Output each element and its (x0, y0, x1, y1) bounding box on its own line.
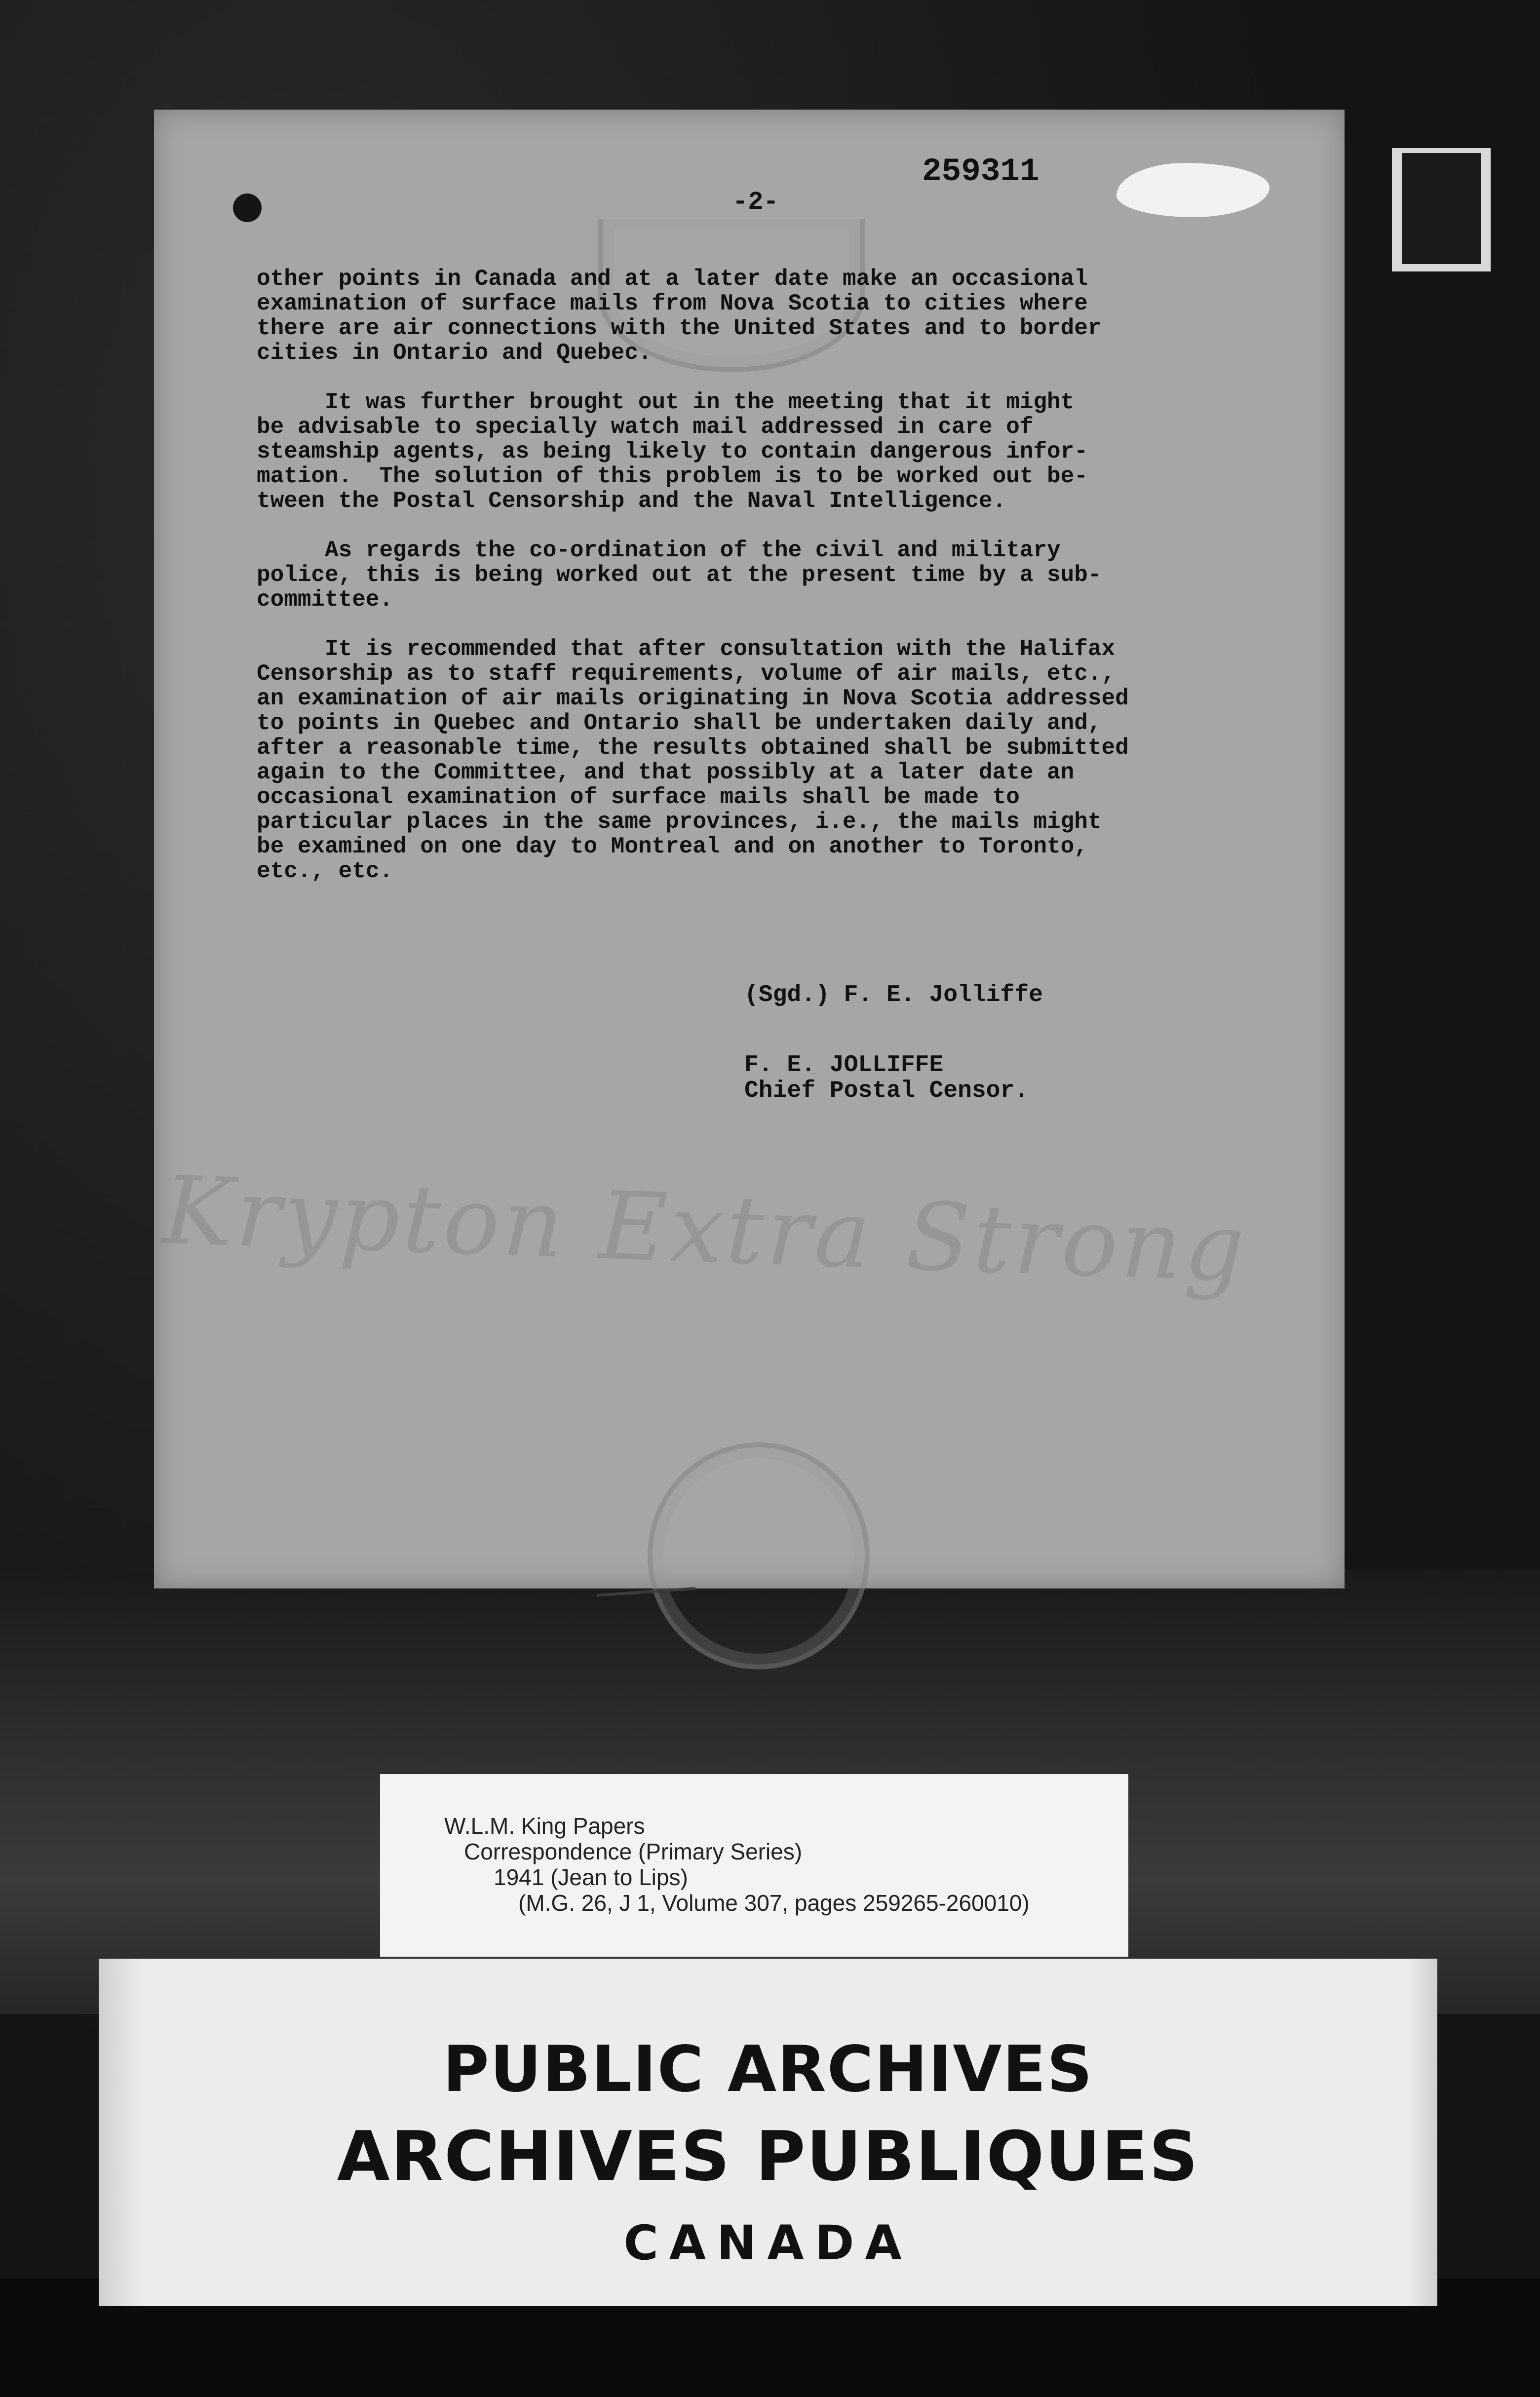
text-line: It was further brought out in the meeting that it might (257, 389, 1075, 415)
text-line: an examination of air mails originating in Nova Scotia addressed (257, 686, 1129, 711)
document-number: 259311 (922, 153, 1040, 190)
paper-watermark: Krypton Extra Strong (161, 1156, 1249, 1303)
text-line: etc., etc. (257, 858, 393, 884)
text-line: police, this is being worked out at the present time by a sub- (257, 562, 1102, 588)
banner-country: CANADA (623, 2215, 913, 2271)
text-line: again to the Committee, and that possibly at a later date an (257, 760, 1075, 785)
catalog-card (380, 1774, 1128, 1957)
text-line: steamship agents, as being likely to contain dangerous infor- (257, 439, 1088, 464)
text-line: tween the Postal Censorship and the Naval Intelligence. (257, 488, 1006, 514)
punch-hole (233, 193, 262, 222)
paragraph (257, 267, 1234, 365)
catalog-line-series: Correspondence (Primary Series) (464, 1839, 803, 1864)
paragraph (257, 390, 1234, 513)
catalog-line-collection: W.L.M. King Papers (444, 1813, 645, 1839)
text-line: occasional examination of surface mails shall be made to (257, 784, 1020, 810)
text-line: be examined on one day to Montreal and on another to Toronto, (257, 834, 1088, 859)
text-line: there are air connections with the United States and to border (257, 315, 1102, 341)
paragraph (257, 637, 1234, 884)
text-line: to points in Quebec and Ontario shall be undertaken daily and, (257, 710, 1102, 736)
page-number: -2- (732, 188, 779, 217)
letter-body (257, 267, 1234, 908)
text-line: examination of surface mails from Nova Scotia to cities where (257, 291, 1088, 316)
banner-title-english: PUBLIC ARCHIVES (443, 2033, 1093, 2106)
banner-title-french: ARCHIVES PUBLIQUES (337, 2117, 1199, 2196)
embossed-seal-bottom (648, 1442, 870, 1669)
text-line: committee. (257, 587, 393, 613)
catalog-line-year: 1941 (Jean to Lips) (494, 1864, 688, 1890)
signatory-title: Chief Postal Censor. (744, 1078, 1029, 1104)
text-line: As regards the co-ordination of the civil and military (257, 538, 1061, 563)
film-notch (1402, 153, 1481, 264)
catalog-line-reference: (M.G. 26, J 1, Volume 307, pages 259265-260010) (518, 1890, 1030, 1916)
text-line: mation. The solution of this problem is to be worked out be- (257, 464, 1088, 489)
signature-block (744, 982, 1043, 1104)
signatory-name: F. E. JOLLIFFE (744, 1052, 944, 1079)
text-line: It is recommended that after consultation with the Halifax (257, 636, 1116, 662)
archives-banner (99, 1959, 1437, 2306)
text-line: be advisable to specially watch mail addressed in care of (257, 414, 1034, 440)
text-line: other points in Canada and at a later date make an occasional (257, 266, 1088, 292)
text-line: after a reasonable time, the results obtained shall be submitted (257, 735, 1129, 761)
paragraph (257, 538, 1234, 612)
text-line: cities in Ontario and Quebec. (257, 340, 652, 366)
text-line: Censorship as to staff requirements, volume of air mails, etc., (257, 661, 1116, 687)
signed-line: (Sgd.) F. E. Jolliffe (744, 982, 1043, 1008)
text-line: particular places in the same provinces, i.e., the mails might (257, 809, 1102, 835)
